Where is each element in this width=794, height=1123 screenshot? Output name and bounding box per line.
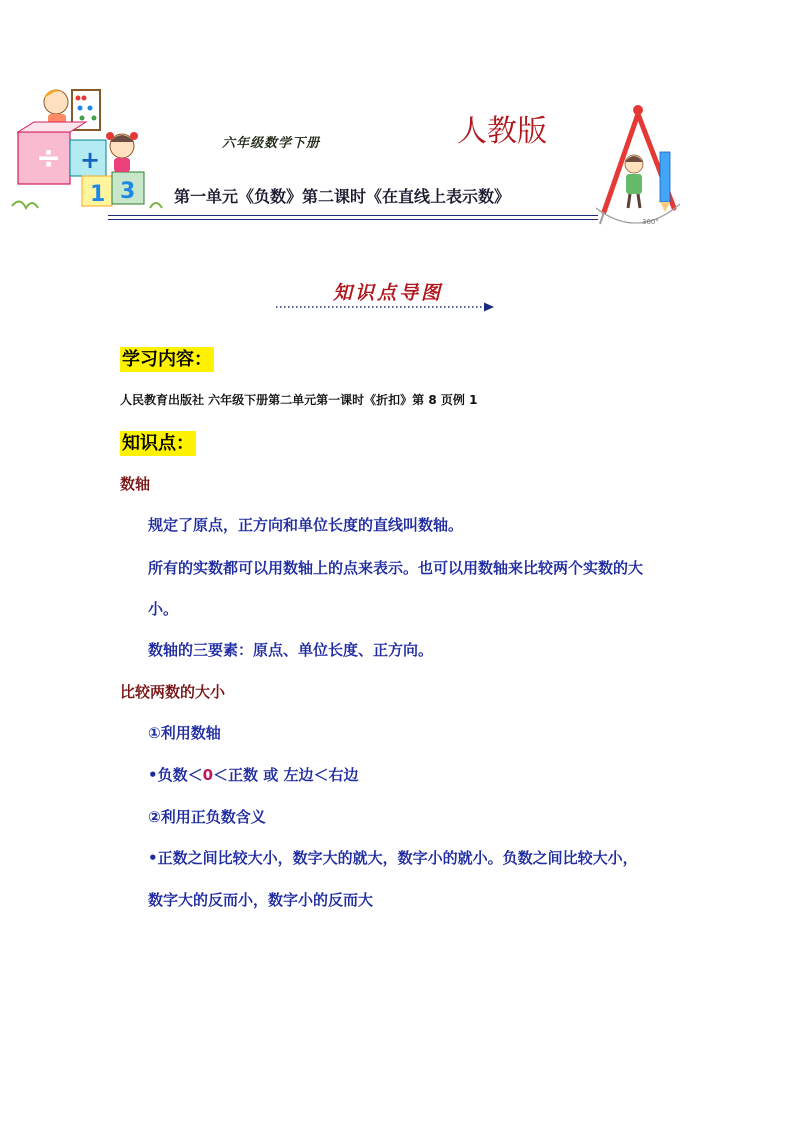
kids-blocks-illustration <box>10 80 185 220</box>
axis-definition: 规定了原点，正方向和单位长度的直线叫数轴。 <box>148 516 464 534</box>
knowledge-points-label: 知识点： <box>122 433 194 454</box>
method-two: ②利用正负数含义 <box>148 808 266 826</box>
dotted-arrow <box>276 301 496 313</box>
header-divider <box>108 219 598 220</box>
source-line: 人民教育出版社 六年级下册第二单元第一课时《折扣》第 8 页例 1 <box>120 393 478 407</box>
grade-label: 六年级数学下册 <box>222 136 321 151</box>
method-one: ①利用数轴 <box>148 724 221 742</box>
header-divider <box>108 215 598 216</box>
one-block-label: 1 <box>90 182 106 207</box>
compass-child-illustration <box>590 100 690 230</box>
edition-label: 人教版 <box>457 114 547 149</box>
three-block-label: 3 <box>120 179 136 204</box>
mind-map-title: 知识点导图 <box>333 282 444 304</box>
rule-one-start: •负数＜ <box>148 766 203 784</box>
rule-one <box>148 764 358 785</box>
compare-heading: 比较两数的大小 <box>120 683 226 701</box>
rule-one-end: ＜正数 或 左边＜右边 <box>213 766 359 784</box>
number-axis-heading: 数轴 <box>120 475 151 493</box>
unit-title: 第一单元《负数》第二课时《在直线上表示数》 <box>174 187 511 206</box>
ruler-degree-label: 360° <box>642 218 659 226</box>
rule-two-cont: 数字大的反而小，数字小的反而大 <box>148 891 374 909</box>
rule-one-zero: 0 <box>202 766 214 784</box>
axis-real-numbers: 所有的实数都可以用数轴上的点来表示。也可以用数轴来比较两个实数的大 <box>148 559 644 577</box>
learning-content-label: 学习内容： <box>122 349 212 370</box>
svg-text:÷: ÷ <box>36 141 62 176</box>
rule-two: •正数之间比较大小，数字大的就大，数字小的就小。负数之间比较大小， <box>148 849 638 867</box>
plus-block-label: + <box>80 146 101 174</box>
axis-three-elements: 数轴的三要素：原点、单位长度、正方向。 <box>148 641 434 659</box>
axis-real-numbers-cont: 小。 <box>148 600 179 618</box>
